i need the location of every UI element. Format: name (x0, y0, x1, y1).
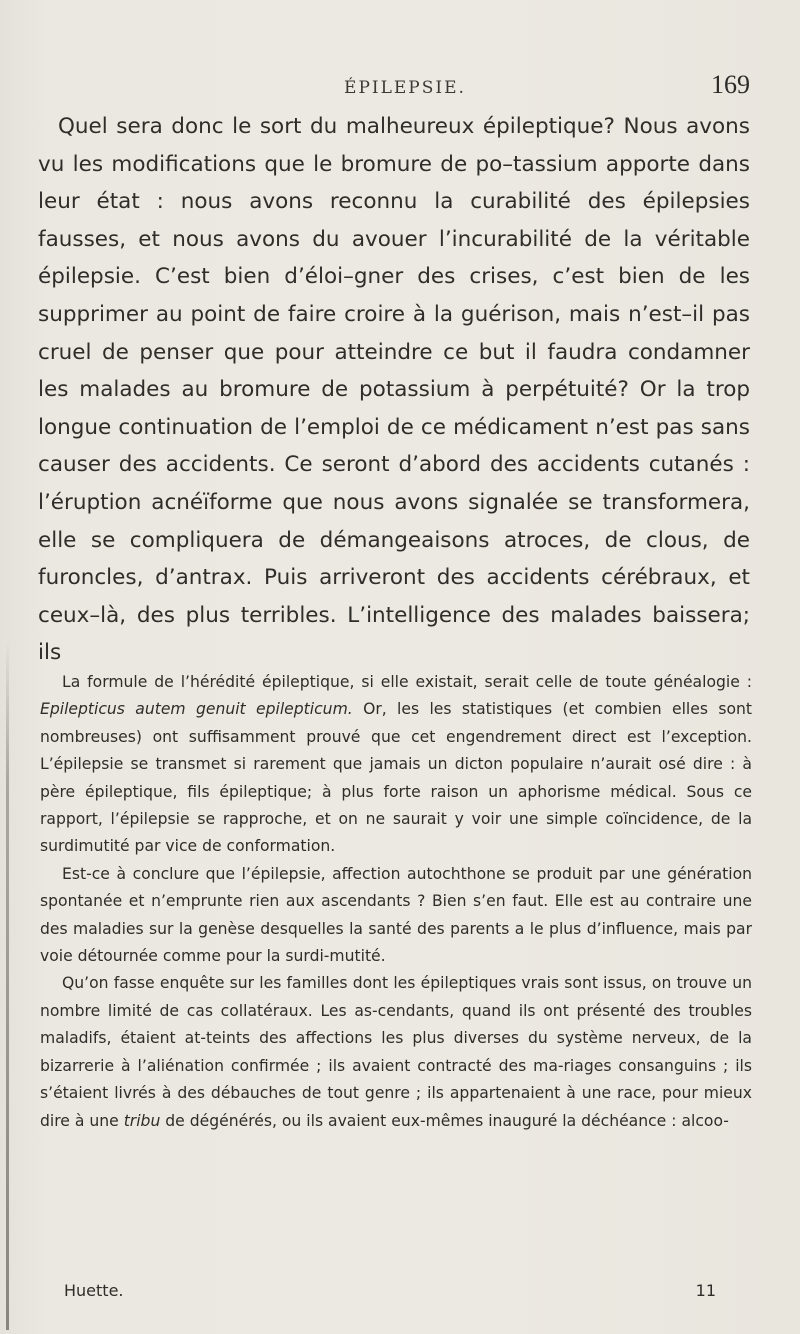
footnote-paragraph-1 (40, 669, 752, 861)
signature-author: Huette. (64, 1281, 124, 1300)
signature-line (64, 1281, 734, 1309)
footnotes (40, 669, 752, 1135)
latin-quote: Epilepticus autem genuit epilepticum. (40, 700, 353, 719)
binding-shadow (6, 640, 9, 1330)
footnote-3-text: Qu’on fasse enquête sur les familles dont les épileptiques vrais sont issus, on trouve un nombre limité de cas collatéraux. Les as-cendants, quand ils ont présenté des troubles maladifs, étaient at-teints des affections les plus diverses du système nerveux, de la bizarrerie à l’aliénation confirmée ; ils avaient contracté des ma-riages consanguins ; ils s’étaient livrés à des débauches de tout genre ; ils appartenaient à une race, pour mieux dire à une (40, 974, 752, 1130)
footnote-paragraph-3 (40, 970, 752, 1134)
footnote-1-continued: Or, les les statistiques (et combien elles sont nombreuses) ont suffisamment prouvé que cet engendrement direct est l’exception. L’épilepsie se transmet si rarement que jamais un dicton populaire n’aurait osé dire : à père épileptique, fils épileptique; à plus forte raison un aphorisme médical. Sous ce rapport, l’épilepsie se rapproche, et on ne saurait y voir une simple coïncidence, de la surdimutité par vice de conformation. (40, 700, 752, 856)
body-paragraph: Quel sera donc le sort du malheureux épileptique? Nous avons vu les modifications que le bromure de po–tassium apporte dans leur état : nous avons reconnu la curabilité des épilepsies fausses, et nous avons du avouer l’incurabilité de la véritable épilepsie. C’est bien d’éloi–gner des crises, c’est bien de les supprimer au point de faire croire à la guérison, mais n’est–il pas cruel de penser que pour atteindre ce but il faudra condamner les malades au bromure de potassium à perpétuité? Or la trop longue continuation de l’emploi de ce médicament n’est pas sans causer des accidents. Ce seront d’abord des accidents cutanés : l’éruption acnéïforme que nous avons signalée se transformera, elle se compliquera de démangeaisons atroces, de clous, de furoncles, d’antrax. Puis arriveront des accidents cérébraux, et ceux–là, des plus terribles. L’intelligence des malades baissera; ils (38, 114, 750, 666)
footnote-1-text: La formule de l’hérédité épileptique, si elle existait, serait celle de toute généalogie : (62, 673, 752, 691)
main-text (38, 108, 750, 672)
page-number: 169 (711, 70, 750, 99)
signature-number: 11 (695, 1281, 716, 1300)
footnote-paragraph-2: Est-ce à conclure que l’épilepsie, affection autochthone se produit par une génération spontanée et n’emprunte rien aux ascendants ? Bien s’en faut. Elle est au contraire une des maladies sur la genèse desquelles la santé des parents a le plus d’influence, mais par voie détournée comme pour la surdi-mutité. (40, 864, 752, 966)
running-head: ÉPILEPSIE. (344, 78, 466, 98)
page-header (60, 64, 750, 104)
footnote-3-continued: de dégénérés, ou ils avaient eux-mêmes inauguré la déchéance : alcoo- (160, 1111, 729, 1130)
italic-word: tribu (123, 1111, 161, 1130)
